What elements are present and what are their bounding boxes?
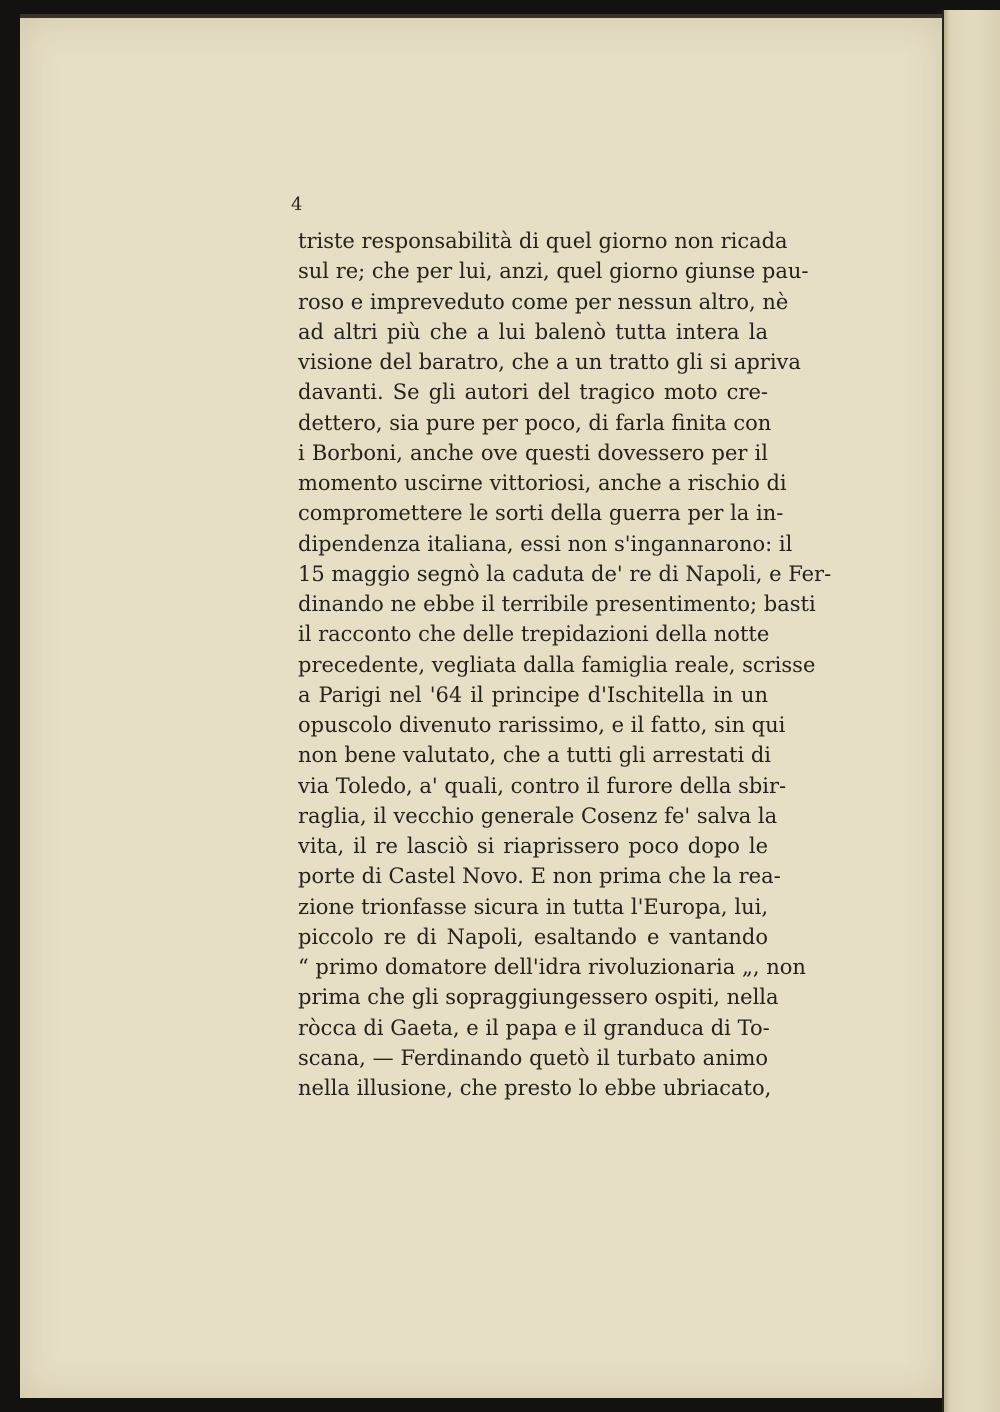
text-line: piccolo re di Napoli, esaltando e vantando [298, 924, 768, 949]
text-line: momento uscirne vittoriosi, anche a rischio di [298, 471, 787, 495]
text-line: non bene valutato, che a tutti gli arrestati di [298, 743, 772, 768]
text-line: dipendenza italiana, essi non s'ingannarono: il [298, 531, 793, 556]
text-line: ad altri più che a lui balenò tutta intera la [298, 319, 768, 344]
text-line: nella illusione, che presto lo ebbe ubriacato, [298, 1076, 772, 1100]
text-line: ròcca di Gaeta, e il papa e il granduca di To- [298, 1015, 770, 1040]
text-line: 15 maggio segnò la caduta de' re di Napoli, e Fer- [298, 561, 832, 586]
text-line: a Parigi nel '64 il principe d'Ischitella in un [298, 682, 768, 707]
text-line: i Borboni, anche ove questi dovessero per il [298, 440, 768, 465]
text-line: porte di Castel Novo. E non prima che la rea- [298, 864, 781, 889]
text-line: precedente, vegliata dalla famiglia reale, scrisse [298, 652, 816, 677]
text-line: prima che gli sopraggiungessero ospiti, nella [298, 985, 779, 1010]
text-line: triste responsabilità di quel giorno non ricada [298, 229, 788, 253]
text-line: sul re; che per lui, anzi, quel giorno giunse pau- [298, 259, 809, 284]
body-text [298, 226, 832, 1103]
text-line: roso e impreveduto come per nessun altro, nè [298, 289, 789, 314]
text-line: visione del baratro, che a un tratto gli si apriva [298, 350, 801, 374]
text-line: opuscolo divenuto rarissimo, e il fatto, sin qui [298, 713, 786, 737]
text-line: dettero, sia pure per poco, di farla finita con [298, 410, 772, 435]
text-line: scana, — Ferdinando quetò il turbato animo [298, 1045, 768, 1070]
text-line: “ primo domatore dell'idra rivoluzionaria „, non [298, 955, 806, 979]
text-line: vita, il re lasciò si riaprissero poco dopo le [298, 834, 768, 858]
text-line: davanti. Se gli autori del tragico moto cre- [298, 380, 768, 405]
text-line: zione trionfasse sicura in tutta l'Europa, lui, [298, 894, 768, 919]
text-line: il racconto che delle trepidazioni della notte [298, 622, 770, 647]
text-line: raglia, il vecchio generale Cosenz fe' salva la [298, 803, 778, 828]
adjacent-page-edge [944, 10, 1000, 1412]
text-line: compromettere le sorti della guerra per la in- [298, 501, 784, 526]
text-line: dinando ne ebbe il terribile presentimento; basti [298, 592, 816, 616]
page-number: 4 [291, 194, 303, 215]
text-line: via Toledo, a' quali, contro il furore della sbir- [298, 773, 787, 798]
